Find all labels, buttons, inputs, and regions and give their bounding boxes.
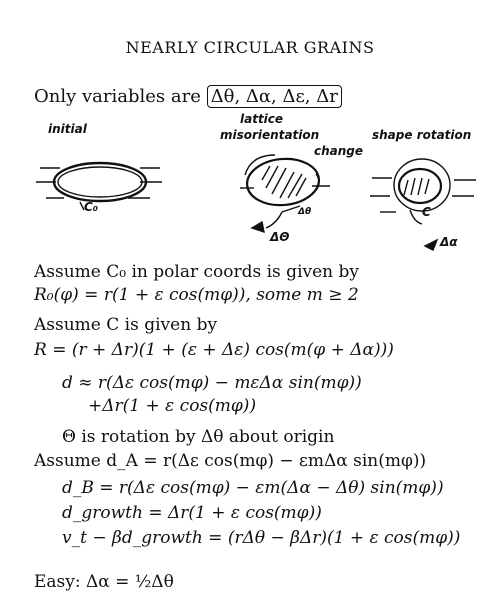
rotated-grain-sketch [370, 159, 476, 250]
initial-grain-sketch [36, 163, 162, 210]
text-line-4: R = (r + Δr)(1 + (ε + Δε) cos(m(φ + Δα))) [34, 340, 394, 360]
variables-intro: Only variables are [34, 86, 201, 107]
text-line-10: d_growth = Δr(1 + ε cos(mφ)) [62, 503, 322, 523]
text-line-2: R₀(φ) = r(1 + ε cos(mφ)), some m ≥ 2 [34, 285, 359, 305]
text-line-5: d ≈ r(Δε cos(mφ) − mεΔα sin(mφ)) [62, 373, 362, 393]
page-title: NEARLY CIRCULAR GRAINS [125, 38, 375, 57]
annotation-c0: C₀ [84, 200, 99, 214]
annotation-change: change [314, 144, 364, 158]
annotation-shape-rotation: shape rotation [372, 128, 472, 142]
annotation-lattice: lattice [240, 112, 284, 126]
text-line-9: d_B = r(Δε cos(mφ) − εm(Δα − Δθ) sin(mφ)) [62, 478, 444, 498]
annotation-initial: initial [48, 122, 87, 136]
text-line-11: v_t − βd_growth = (rΔθ − βΔr)(1 + ε cos(mφ)) [62, 528, 461, 548]
text-line-8: Assume d_A = r(Δε cos(mφ) − εmΔα sin(mφ)) [34, 451, 427, 471]
variables-box: Δθ, Δα, Δε, Δr [207, 85, 342, 108]
annotation-delta-theta: ΔΘ [270, 230, 290, 244]
text-line-12: Easy: Δα = ½Δθ [34, 572, 174, 592]
annotation-c: C [422, 205, 431, 219]
text-line-3: Assume C is given by [34, 315, 218, 335]
text-line-7: Θ is rotation by Δθ about origin [62, 427, 335, 447]
annotation-delta-theta-small: Δθ [298, 207, 312, 217]
text-line-6: +Δr(1 + ε cos(mφ)) [88, 396, 257, 416]
annotation-delta-alpha: Δα [440, 235, 458, 249]
middle-grain-sketch [240, 155, 330, 232]
text-line-1: Assume C₀ in polar coords is given by [34, 262, 360, 282]
annotation-misorientation: misorientation [220, 128, 320, 142]
